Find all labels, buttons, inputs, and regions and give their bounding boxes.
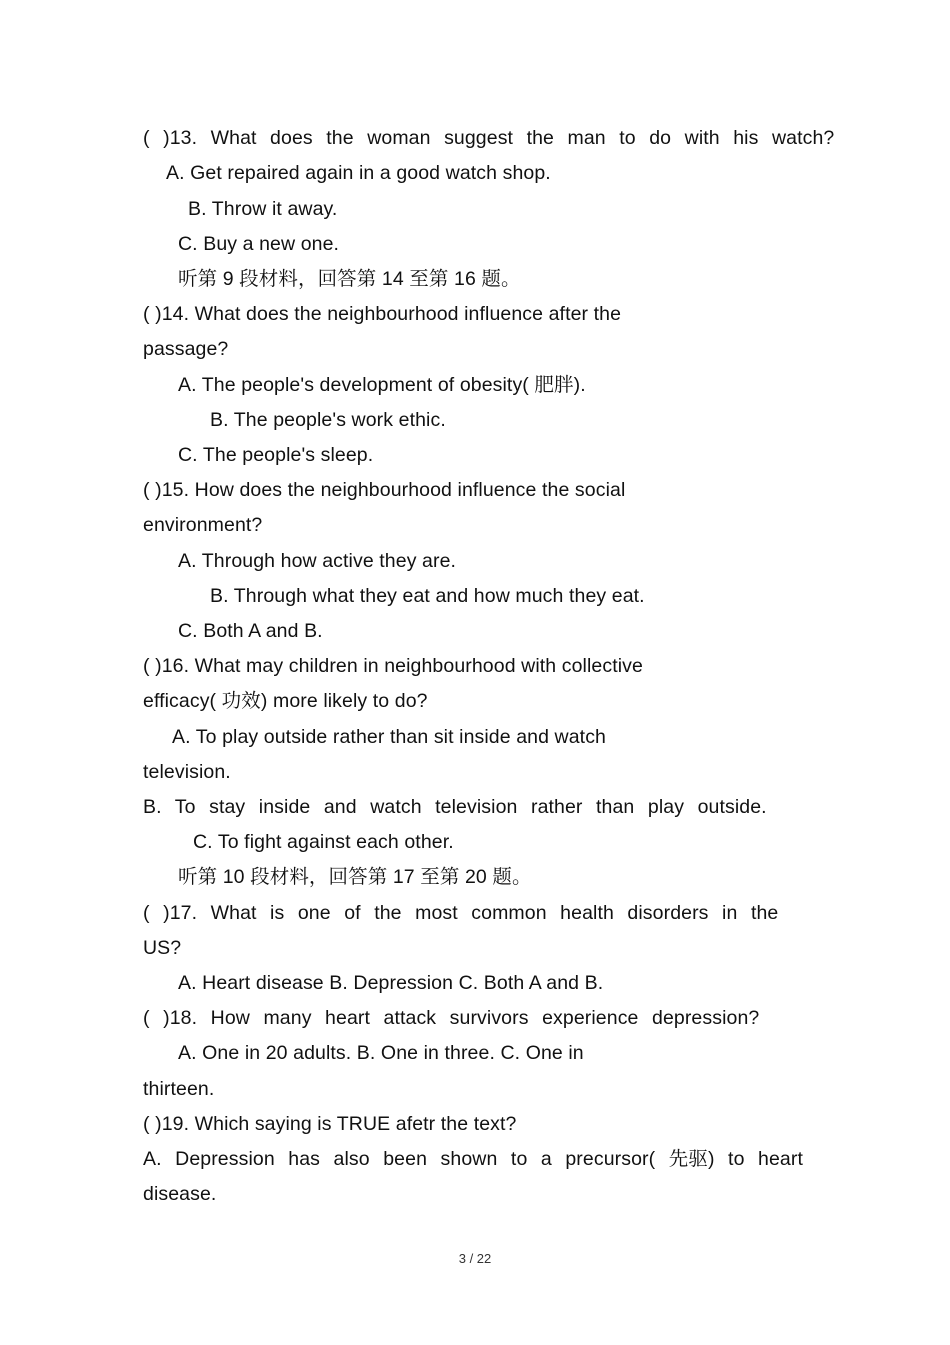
q17-options: A. Heart disease B. Depression C. Both A and B. xyxy=(178,972,604,994)
q18-options: A. One in 20 adults. B. One in three. C. One in xyxy=(178,1042,584,1064)
page-number: 3 / 22 xyxy=(458,1251,492,1266)
question-16-cont: efficacy( 功效) more likely to do? xyxy=(143,690,428,712)
q16-option-c: C. To fight against each other. xyxy=(193,831,454,853)
q18-options-cont: thirteen. xyxy=(143,1078,215,1100)
q16-option-a: A. To play outside rather than sit inside and watch xyxy=(172,726,606,748)
q15-option-c: C. Both A and B. xyxy=(178,620,323,642)
q13-option-c: C. Buy a new one. xyxy=(178,233,340,255)
q13-option-a: A. Get repaired again in a good watch shop. xyxy=(166,162,551,184)
question-14-cont: passage? xyxy=(143,338,229,360)
q14-option-b: B. The people's work ethic. xyxy=(210,409,446,431)
section-heading-9: 听第 9 段材料，回答第 14 至第 16 题。 xyxy=(178,268,521,290)
question-17-cont: US? xyxy=(143,937,182,959)
q15-option-b: B. Through what they eat and how much they eat. xyxy=(210,585,645,607)
q13-option-b: B. Throw it away. xyxy=(188,198,338,220)
q16-option-b: B. To stay inside and watch television rather than play outside. xyxy=(143,796,767,818)
q19-option-a: A. Depression has also been shown to a precursor( 先驱) to heart xyxy=(143,1148,803,1170)
question-17: ( )17. What is one of the most common health disorders in the xyxy=(143,902,779,924)
question-18: ( )18. How many heart attack survivors experience depression? xyxy=(143,1007,760,1029)
q16-option-a-cont: television. xyxy=(143,761,231,783)
section-heading-10: 听第 10 段材料，回答第 17 至第 20 题。 xyxy=(178,866,532,888)
q19-option-a-cont: disease. xyxy=(143,1183,217,1205)
question-16: ( )16. What may children in neighbourhood with collective xyxy=(143,655,643,677)
question-15-cont: environment? xyxy=(143,514,263,536)
q14-option-c: C. The people's sleep. xyxy=(178,444,374,466)
question-19: ( )19. Which saying is TRUE afetr the text? xyxy=(143,1113,517,1135)
q15-option-a: A. Through how active they are. xyxy=(178,550,457,572)
question-13: ( )13. What does the woman suggest the man to do with his watch? xyxy=(143,127,835,149)
question-15: ( )15. How does the neighbourhood influence the social xyxy=(143,479,626,501)
question-14: ( )14. What does the neighbourhood influence after the xyxy=(143,303,622,325)
q14-option-a: A. The people's development of obesity( 肥胖). xyxy=(178,374,586,396)
